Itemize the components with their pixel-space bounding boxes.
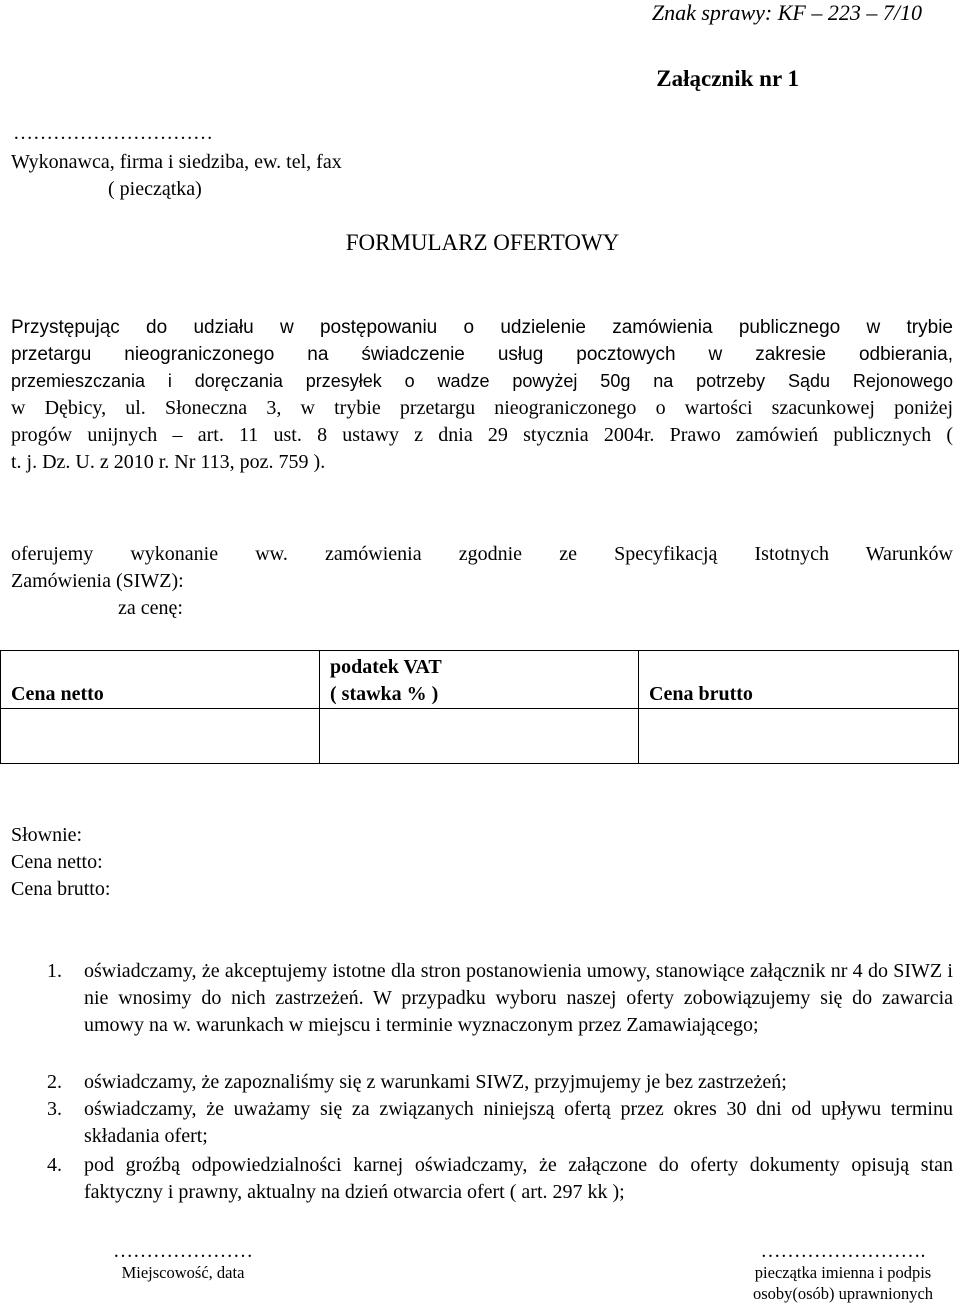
intro-line-2: przetargu nieograniczonego na świadczenie usług pocztowych w zakresie odbierania,	[11, 344, 953, 365]
vat-header-line-1: podatek VAT	[330, 656, 442, 678]
declaration-number: 3.	[47, 1098, 62, 1120]
form-title: FORMULARZ OFERTOWY	[345, 230, 620, 255]
case-number: Znak sprawy: KF – 223 – 7/10	[651, 0, 922, 25]
words-label: Słownie:	[11, 824, 83, 846]
declaration-4	[47, 1152, 953, 1206]
declaration-text: oświadczamy, że akceptujemy istotne dla stron postanowienia umowy, stanowiące załącznik nr 4 do SIWZ i nie wnosimy do nich zastrzeżeń. W przypadku wyboru naszej oferty zobowiązujemy się do zawarcia umowy na w. warunkach w miejscu i terminie wyznaczonym przez Zamawiającego;	[84, 960, 953, 1036]
price-table	[0, 650, 959, 764]
offer-line-2: Zamówienia (SIWZ):	[11, 570, 184, 592]
annex-number: Załącznik nr 1	[656, 66, 799, 91]
net-price-header: Cena netto	[1, 651, 320, 709]
vat-cell[interactable]	[320, 709, 639, 764]
intro-line-6: t. j. Dz. U. z 2010 r. Nr 113, poz. 759 ).	[11, 451, 326, 473]
offer-price-label: za cenę:	[118, 597, 183, 619]
gross-in-words-label: Cena brutto:	[11, 878, 111, 900]
stamp-label: ( pieczątka)	[108, 178, 202, 200]
declaration-text: oświadczamy, że uważamy się za związanych niniejszą ofertą przez okres 30 dni od upływu terminu składania ofert;	[84, 1098, 953, 1147]
net-price-cell[interactable]	[1, 709, 320, 764]
gross-price-header: Cena brutto	[639, 651, 959, 709]
vat-header	[320, 651, 639, 709]
offer-line-1: oferujemy wykonanie ww. zamówienia zgodnie ze Specyfikacją Istotnych Warunków	[11, 543, 953, 565]
declaration-number: 1.	[47, 960, 62, 982]
price-table-header-row	[1, 651, 959, 709]
declaration-text: pod groźbą odpowiedzialności karnej oświadczamy, że załączone do oferty dokumenty opisują stan faktyczny i prawny, aktualny na dzień otwarcia ofert ( art. 297 kk );	[84, 1154, 953, 1203]
intro-line-5: progów unijnych – art. 11 ust. 8 ustawy z dnia 29 stycznia 2004r. Prawo zamówień publicznych (	[11, 424, 953, 446]
price-table-input-row	[1, 709, 959, 764]
intro-line-3: przemieszczania i doręczania przesyłek o wadze powyżej 50g na potrzeby Sądu Rejonowego	[11, 371, 953, 391]
intro-paragraph	[11, 314, 953, 476]
intro-line-1: Przystępując do udziału w postępowaniu o udzielenie zamówienia publicznego w trybie	[11, 317, 953, 338]
contractor-dots: …………………………	[13, 122, 213, 144]
net-in-words-label: Cena netto:	[11, 851, 103, 873]
place-date-dots: …………………	[113, 1240, 253, 1262]
place-date-label: Miejscowość, data	[121, 1263, 245, 1282]
declaration-3	[47, 1096, 953, 1150]
authorized-signature-label-1: pieczątka imienna i podpis	[754, 1263, 932, 1282]
declaration-text: oświadczamy, że zapoznaliśmy się z warunkami SIWZ, przyjmujemy je bez zastrzeżeń;	[84, 1071, 787, 1093]
intro-line-4: w Dębicy, ul. Słoneczna 3, w trybie przetargu nieograniczonego o wartości szacunkowej poniżej	[11, 397, 953, 419]
declaration-2	[47, 1069, 953, 1096]
place-date-signature	[68, 1240, 298, 1283]
declaration-number: 4.	[47, 1154, 62, 1176]
gross-price-cell[interactable]	[639, 709, 959, 764]
vat-header-line-2: ( stawka % )	[330, 683, 439, 705]
authorized-signature-dots: …………………….	[760, 1240, 926, 1262]
contractor-label: Wykonawca, firma i siedziba, ew. tel, fax	[11, 151, 342, 173]
authorized-signature	[715, 1240, 960, 1304]
declaration-number: 2.	[47, 1071, 62, 1093]
authorized-signature-label-2: osoby(osób) uprawnionych	[752, 1284, 934, 1303]
declaration-1	[47, 958, 953, 1039]
